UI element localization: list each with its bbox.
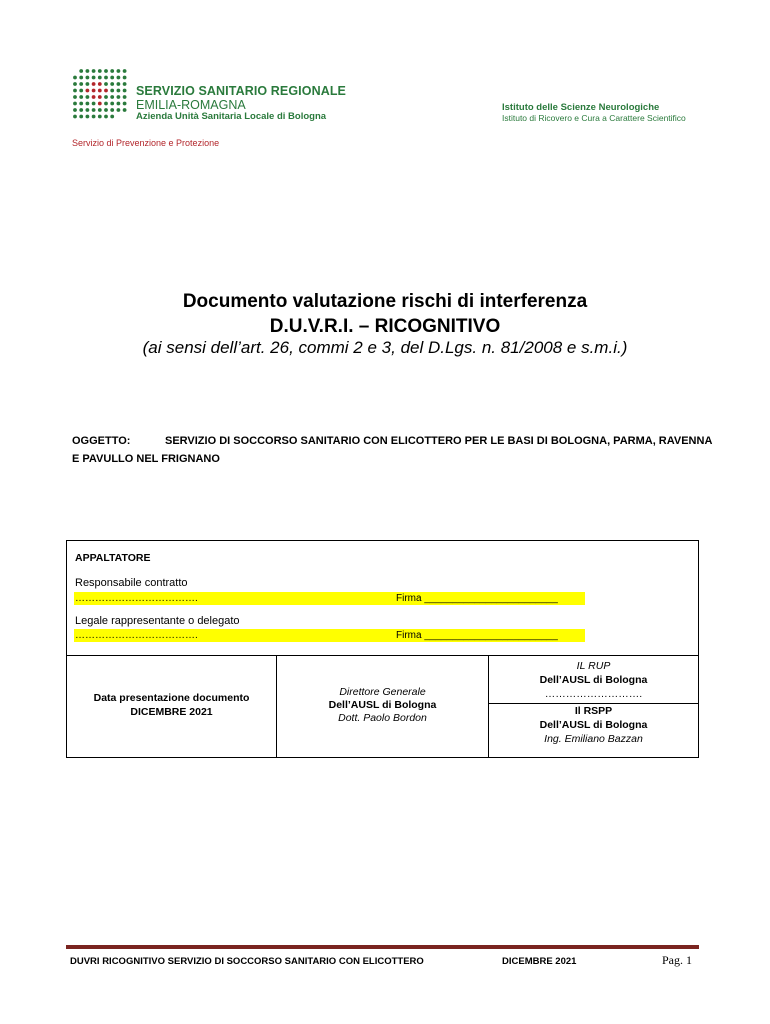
director-role: Direttore Generale bbox=[339, 686, 426, 698]
legal-rep-label: Legale rappresentante o delegato bbox=[75, 615, 240, 627]
legal-reference: (ai sensi dell’art. 26, commi 2 e 3, del D.Lgs. n. 81/2008 e s.m.i.) bbox=[142, 338, 628, 357]
rspp-cell bbox=[489, 704, 698, 746]
logo-dot bbox=[98, 69, 102, 73]
logo-dot bbox=[110, 102, 114, 106]
logo-dot bbox=[117, 69, 121, 73]
logo-dot bbox=[110, 115, 114, 119]
logo-dot bbox=[73, 82, 77, 86]
logo-dot bbox=[98, 95, 102, 99]
legal-rep-dots: ………………………………. bbox=[75, 630, 198, 641]
rspp-name: Ing. Emiliano Bazzan bbox=[544, 733, 643, 745]
logo-dot bbox=[117, 82, 121, 86]
rup-cell bbox=[489, 659, 698, 701]
logo-dot bbox=[123, 95, 127, 99]
logo-dot bbox=[110, 76, 114, 80]
logo-dot bbox=[110, 69, 114, 73]
table-divider bbox=[67, 655, 698, 656]
logo-dot bbox=[117, 108, 121, 112]
logo-dot bbox=[104, 89, 108, 93]
logo-dot bbox=[86, 76, 90, 80]
submission-date-label: Data presentazione documento bbox=[93, 692, 250, 704]
logo-dot bbox=[79, 95, 83, 99]
logo-line-1: SERVIZIO SANITARIO REGIONALE bbox=[136, 84, 346, 98]
subject-block bbox=[72, 432, 712, 468]
logo-dot bbox=[98, 89, 102, 93]
logo-dot bbox=[92, 82, 96, 86]
document-subtitle: D.U.V.R.I. – RICOGNITIVO bbox=[269, 316, 501, 337]
logo-dot bbox=[123, 82, 127, 86]
logo-dot bbox=[123, 102, 127, 106]
logo-dot bbox=[86, 89, 90, 93]
logo-dot bbox=[123, 69, 127, 73]
logo-dot bbox=[98, 76, 102, 80]
logo-dot bbox=[73, 76, 77, 80]
logo-dot bbox=[104, 95, 108, 99]
logo-dot bbox=[98, 102, 102, 106]
submission-date-value: DICEMBRE 2021 bbox=[130, 706, 213, 718]
submission-date-cell bbox=[67, 691, 276, 719]
signature-table bbox=[66, 540, 699, 758]
contract-manager-label: Responsabile contratto bbox=[75, 577, 188, 589]
director-name: Dott. Paolo Bordon bbox=[338, 712, 427, 724]
logo-dot bbox=[123, 76, 127, 80]
logo-dot bbox=[123, 89, 127, 93]
logo-dot bbox=[104, 69, 108, 73]
logo-dot bbox=[110, 82, 114, 86]
logo-dot bbox=[73, 115, 77, 119]
contract-manager-dots: ………………………………. bbox=[75, 593, 198, 604]
logo-dot bbox=[110, 108, 114, 112]
logo-dot bbox=[73, 108, 77, 112]
logo-line-2: EMILIA-ROMAGNA bbox=[136, 98, 246, 112]
logo-dot bbox=[104, 82, 108, 86]
logo-dot bbox=[117, 89, 121, 93]
signature-line-1: Firma ________________________ bbox=[396, 593, 558, 604]
page-number: Pag. 1 bbox=[662, 953, 692, 967]
footer-doc-title: DUVRI RICOGNITIVO SERVIZIO DI SOCCORSO SANITARIO CON ELICOTTERO bbox=[70, 956, 424, 967]
legal-rep-field[interactable] bbox=[74, 629, 585, 642]
logo-dot bbox=[104, 102, 108, 106]
logo-dot bbox=[79, 89, 83, 93]
logo-dot bbox=[79, 102, 83, 106]
logo-dot bbox=[92, 76, 96, 80]
logo-dot bbox=[92, 102, 96, 106]
institute-line-2: Istituto di Ricovero e Cura a Carattere Scientifico bbox=[502, 113, 686, 123]
logo-dot bbox=[86, 108, 90, 112]
logo-line-3: Azienda Unità Sanitaria Locale di Bologna bbox=[136, 111, 327, 122]
institute-line-1: Istituto delle Scienze Neurologiche bbox=[502, 102, 660, 113]
logo-dot bbox=[92, 108, 96, 112]
service-name: Servizio di Prevenzione e Protezione bbox=[72, 138, 220, 148]
contractor-heading: APPALTATORE bbox=[75, 552, 151, 564]
director-org: Dell’AUSL di Bologna bbox=[328, 699, 437, 711]
logo-dot bbox=[117, 76, 121, 80]
logo-dot bbox=[92, 95, 96, 99]
footer-rule bbox=[66, 945, 699, 949]
logo-dot bbox=[92, 69, 96, 73]
logo-dot bbox=[98, 115, 102, 119]
logo-dot bbox=[79, 108, 83, 112]
logo-dot bbox=[104, 115, 108, 119]
logo-dot bbox=[123, 108, 127, 112]
subject-text: SERVIZIO DI SOCCORSO SANITARIO CON ELICOTTERO PER LE BASI DI BOLOGNA, PARMA, RAVENNA E PAVULLO NEL FRIGNANO bbox=[72, 435, 712, 465]
logo-dot bbox=[79, 69, 83, 73]
logo-dot bbox=[73, 102, 77, 106]
logo-dot bbox=[98, 108, 102, 112]
logo-dot bbox=[79, 82, 83, 86]
rup-dots: ………………………. bbox=[544, 688, 643, 700]
contract-manager-field[interactable] bbox=[74, 592, 585, 605]
logo-dot bbox=[92, 89, 96, 93]
footer-date: DICEMBRE 2021 bbox=[502, 956, 577, 967]
logo-dot bbox=[79, 76, 83, 80]
logo-dot bbox=[73, 89, 77, 93]
logo-dot bbox=[110, 89, 114, 93]
logo-dot bbox=[117, 102, 121, 106]
logo-dot bbox=[86, 95, 90, 99]
logo-dot bbox=[92, 115, 96, 119]
logo-dot bbox=[79, 115, 83, 119]
rspp-role: Il RSPP bbox=[574, 705, 613, 717]
subject-label: OGGETTO: bbox=[72, 435, 131, 447]
logo-dot bbox=[86, 69, 90, 73]
rspp-org: Dell’AUSL di Bologna bbox=[539, 719, 648, 731]
logo-dot bbox=[104, 76, 108, 80]
director-cell bbox=[277, 686, 488, 725]
logo-dot bbox=[86, 82, 90, 86]
logo-dot bbox=[110, 95, 114, 99]
logo-dot bbox=[86, 102, 90, 106]
logo-dot bbox=[117, 95, 121, 99]
document-title: Documento valutazione rischi di interferenza bbox=[182, 291, 588, 312]
rup-role: IL RUP bbox=[576, 660, 611, 672]
logo-dot bbox=[86, 115, 90, 119]
signature-line-2: Firma ________________________ bbox=[396, 630, 558, 641]
logo-dot bbox=[104, 108, 108, 112]
rup-org: Dell’AUSL di Bologna bbox=[539, 674, 648, 686]
logo-dot bbox=[73, 95, 77, 99]
ssr-logo-icon bbox=[72, 68, 128, 120]
logo-dot bbox=[98, 82, 102, 86]
